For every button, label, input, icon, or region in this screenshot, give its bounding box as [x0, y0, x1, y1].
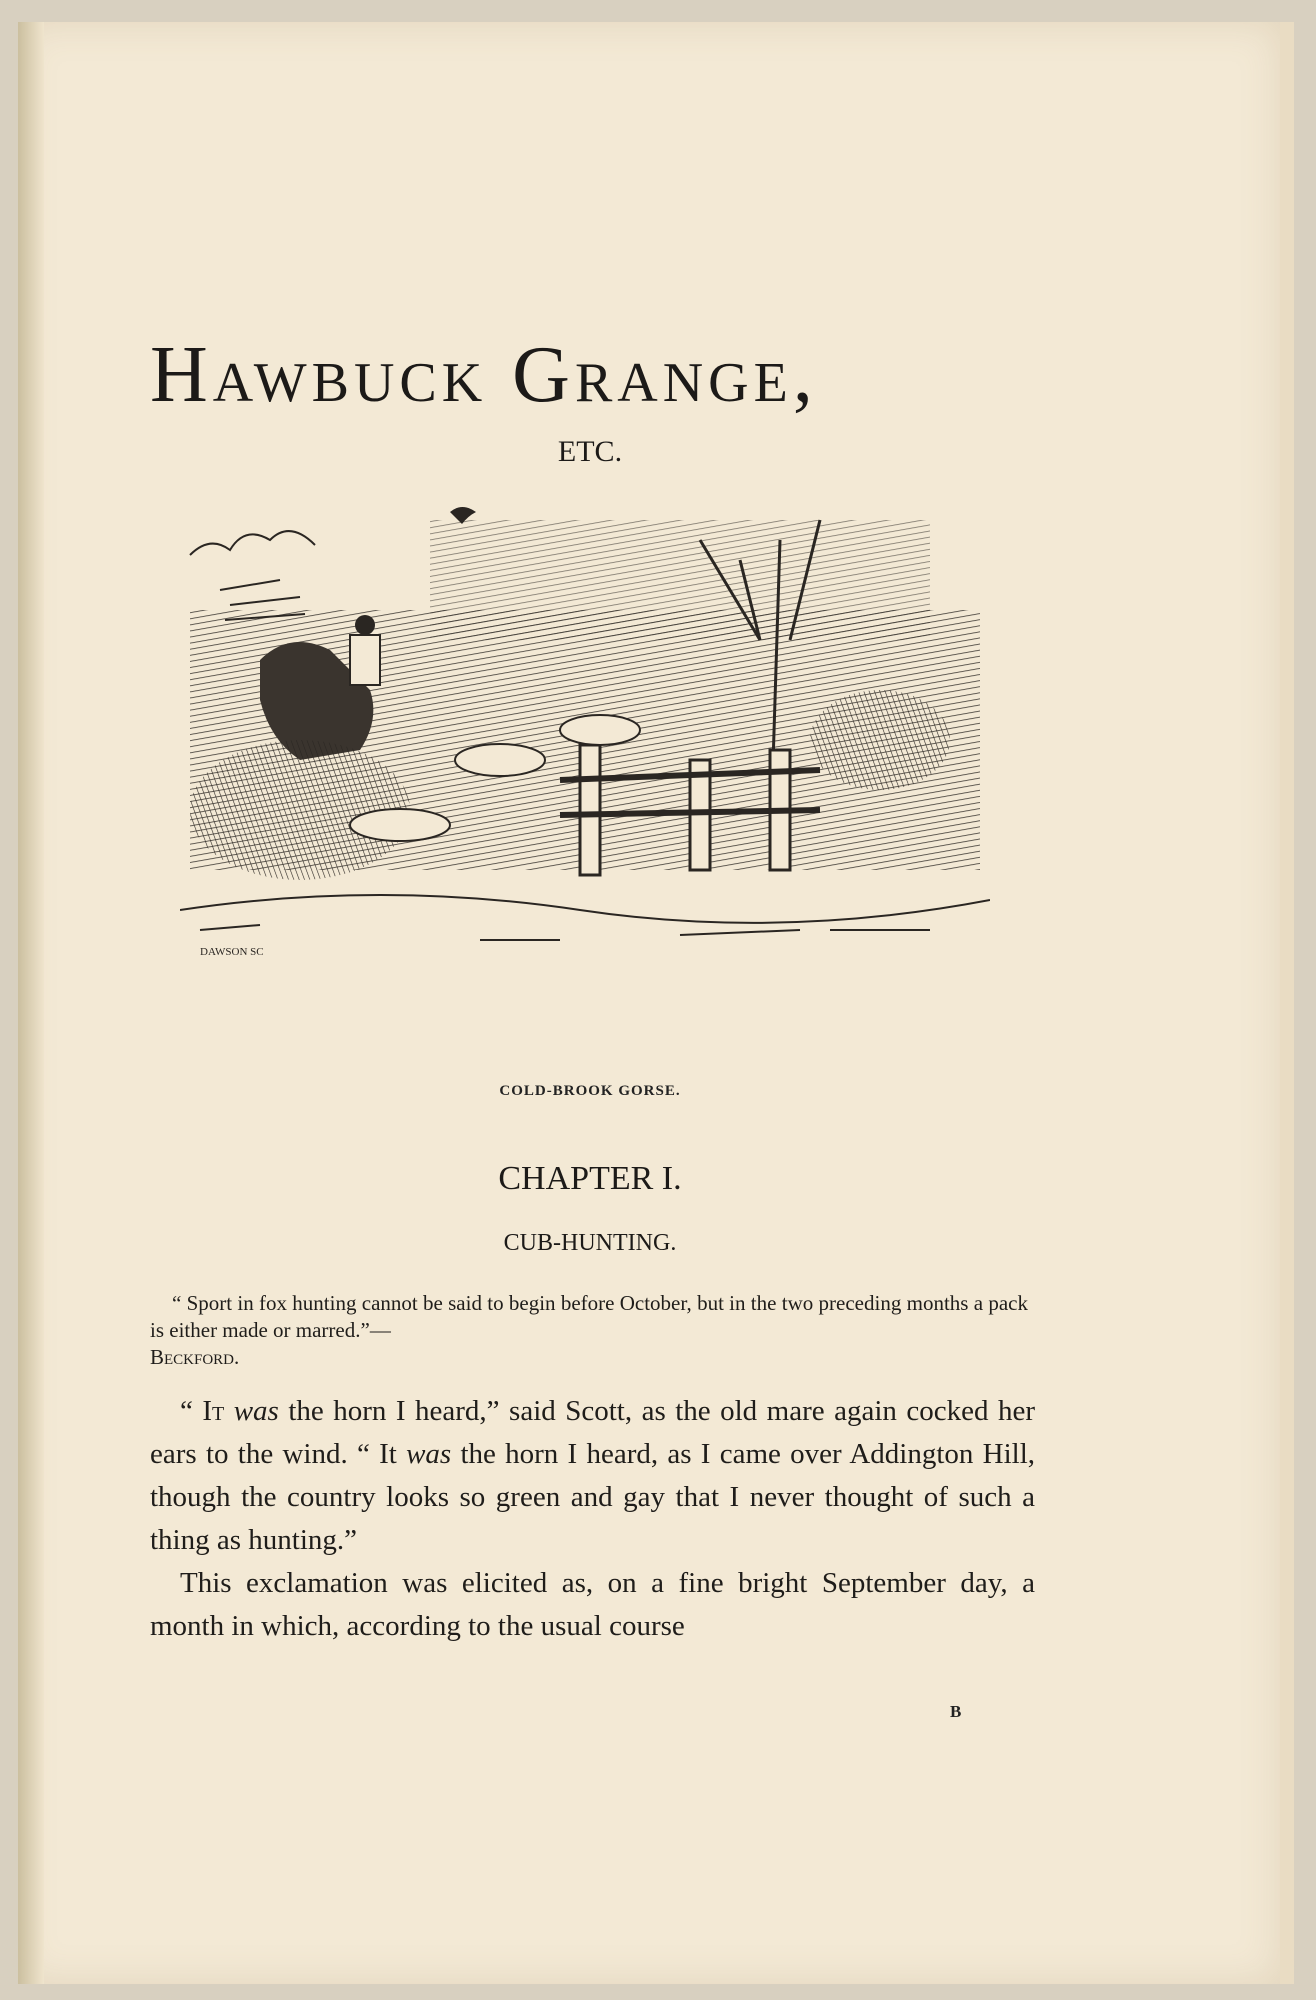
body-text	[150, 1390, 1035, 1648]
p1-lead: “	[180, 1395, 203, 1427]
p1-italic-1: was	[233, 1395, 279, 1427]
book-title: Hawbuck Grange,	[150, 331, 818, 419]
paragraph-2: This exclamation was elicited as, on a fine bright September day, a month in which, according to the usual course	[150, 1567, 1035, 1642]
paragraph-1	[150, 1390, 1035, 1562]
p1-italic-2: was	[406, 1438, 452, 1470]
epigraph	[150, 1290, 1028, 1371]
p1-a	[224, 1395, 233, 1427]
hunting-illustration	[180, 480, 990, 1060]
illustration-caption: COLD-BROOK GORSE.	[499, 1083, 681, 1099]
page-gutter	[18, 22, 44, 1984]
chapter-subheading: CUB-HUNTING.	[503, 1230, 677, 1256]
epigraph-text: “ Sport in fox hunting cannot be said to begin before October, but in the two preceding months a pack is either made or marred.”—	[150, 1291, 1028, 1342]
engraver-signature: DAWSON SC	[200, 946, 264, 958]
chapter-heading: CHAPTER I.	[498, 1160, 682, 1197]
epigraph-attribution: Beckford.	[150, 1345, 240, 1369]
p1-b: the horn I heard,” said Scott, as the old mare again cocked her ears to the wind. “ It	[150, 1395, 1036, 1470]
signature-mark: B	[950, 1702, 962, 1721]
book-subtitle: ETC.	[557, 435, 623, 468]
p1-smallcap: It	[202, 1395, 225, 1427]
p1-c: the horn I heard, as I came over Addington Hill, though the country looks so green and gay that I never thought of such a thing as hunting.”	[150, 1438, 1036, 1556]
